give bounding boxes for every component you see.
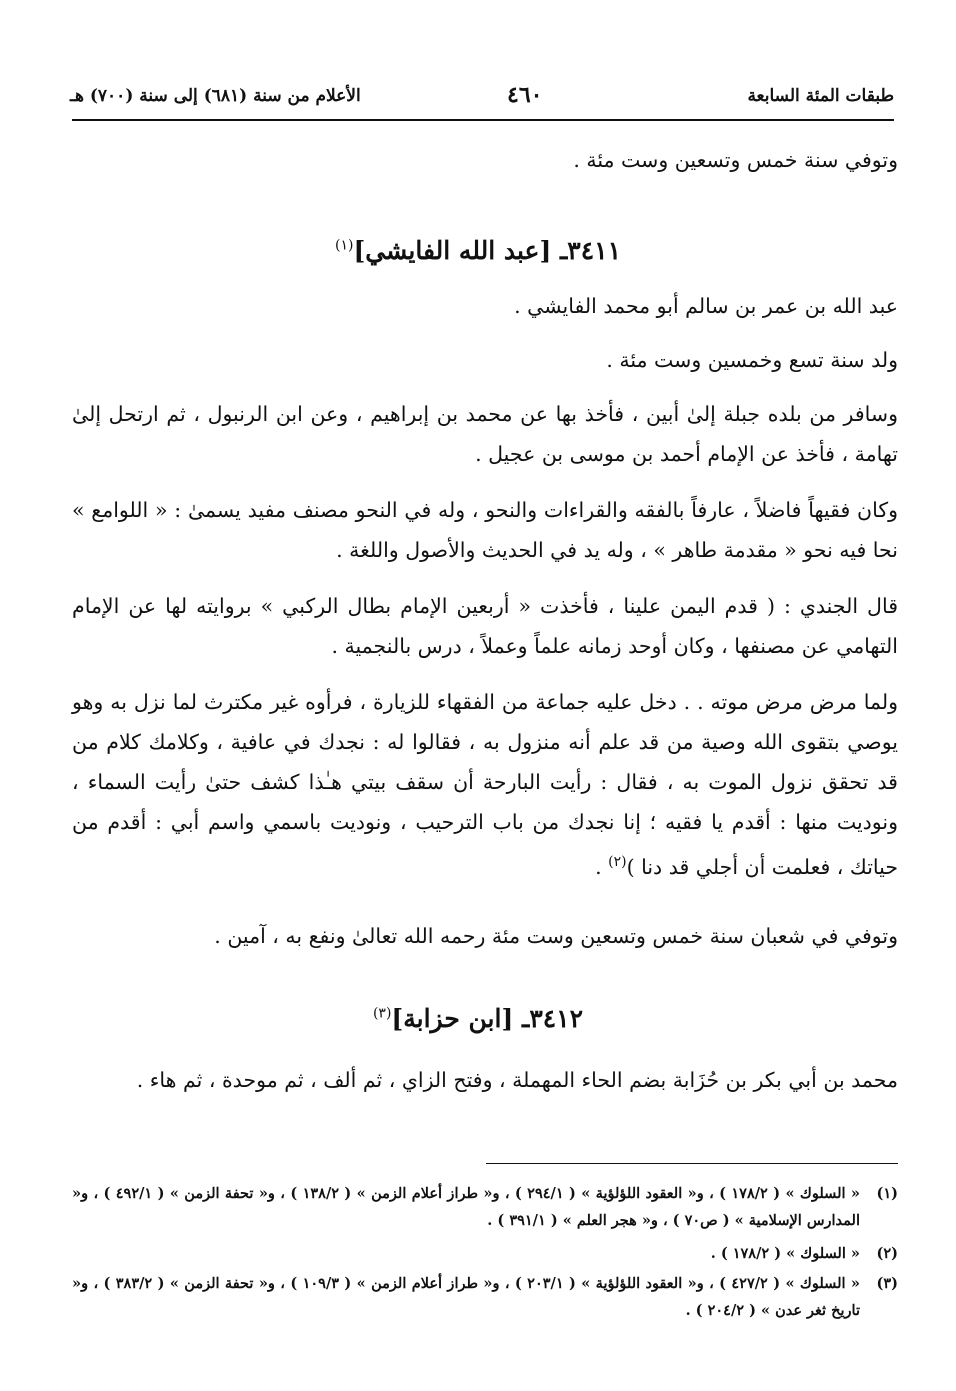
footnote-rule <box>486 1163 898 1164</box>
paragraph: وتوفي في شعبان سنة خمس وتسعين وست مئة رحمه الله تعالىٰ ونفع به ، آمين . <box>214 924 898 948</box>
footnote-text: « السلوك » ( ١٧٨/٢ ) ، و« العقود اللؤلؤية » ( ٢٩٤/١ ) ، و« طراز أعلام الزمن » ( ١٣٨/٢ ) ، و« تحفة الزمن » ( ٤٩٢/١ ) ، و« المدارس الإسلامية » ( ص٧٠ ) ، و« هجر العلم » ( ٣٩١/١ ) . <box>72 1185 860 1229</box>
header-section-title: طبقات المئة السابعة <box>747 86 894 106</box>
paragraph-text: ولما مرض مرض موته . . دخل عليه جماعة من الفقهاء للزيارة ، فرأوه غير مكترث لما نزل به وهو يوصي بتقوى الله وصية من قد علم أنه منزول به ، فقالوا له : نجدك في عافية ، وكلامك كلام من قد تحقق نزول الموت به ، فقال : رأيت البارحة أن سقف بيتي هـٰذا كشف حتىٰ رأيت السماء ، ونوديت منها : أقدم يا فقيه ؛ إنا نجدك من باب الترحيب ، ونوديت باسمي واسم أبي : أقدم من حياتك ، فعلمت أن أجلي قد دنا ) <box>72 690 898 879</box>
footnote-number: (٢) <box>876 1245 898 1262</box>
paragraph: وكان فقيهاً فاضلاً ، عارفاً بالفقه والقراءات والنحو ، وله في النحو مصنف مفيد يسمىٰ : « اللوامع » نحا فيه نحو « مقدمة طاهر » ، وله يد في الحديث والأصول واللغة . <box>72 498 898 562</box>
paragraph: ولد سنة تسع وخمسين وست مئة . <box>606 348 898 372</box>
footnote-text: « السلوك » ( ٤٢٧/٢ ) ، و« العقود اللؤلؤية » ( ٢٠٣/١ ) ، و« طراز أعلام الزمن » ( ١٠٩/٣ ) ، و« تحفة الزمن » ( ٣٨٣/٢ ) ، و« تاريخ ثغر عدن » ( ٢٠٤/٢ ) . <box>72 1275 860 1319</box>
entry-heading-3412 <box>0 1004 956 1033</box>
footnote-ref: (١) <box>334 237 354 254</box>
footnote-3 <box>72 1270 898 1324</box>
entry-heading-3411 <box>0 236 956 265</box>
paragraph-end: . <box>595 854 609 879</box>
footnote-text: « السلوك » ( ١٧٨/٢ ) . <box>710 1245 860 1262</box>
intro-line: وتوفي سنة خمس وتسعين وست مئة . <box>573 148 898 172</box>
page-number: ٤٦٠ <box>507 82 543 108</box>
footnote-ref: (٣) <box>372 1005 392 1022</box>
footnote-ref: (٢) <box>608 854 627 870</box>
entry-heading-text: ٣٤١٢ـ [ابن حزابة] <box>391 1004 584 1033</box>
header-year-range: الأعلام من سنة (٦٨١) إلى سنة (٧٠٠) هـ <box>70 86 361 106</box>
paragraph <box>72 682 898 887</box>
paragraph: قال الجندي : ( قدم اليمن علينا ، فأخذت « أربعين الإمام بطال الركبي » بروايته لها عن الإمام التهامي عن مصنفها ، وكان أوحد زمانه علماً وعملاً ، درس بالنجمية . <box>72 594 898 658</box>
footnote-number: (٣) <box>876 1275 898 1292</box>
footnote-number: (١) <box>876 1185 898 1202</box>
entry-heading-text: ٣٤١١ـ [عبد الله الفايشي] <box>353 236 622 265</box>
paragraph: محمد بن أبي بكر بن حُزَابة بضم الحاء المهملة ، وفتح الزاي ، ثم ألف ، ثم موحدة ، ثم هاء . <box>136 1068 898 1092</box>
footnote-1 <box>72 1180 898 1234</box>
running-header <box>70 84 894 114</box>
paragraph: عبد الله بن عمر بن سالم أبو محمد الفايشي . <box>514 294 898 318</box>
footnote-2 <box>72 1240 898 1267</box>
header-rule <box>72 119 894 121</box>
paragraph: وسافر من بلده جبلة إلىٰ أبين ، فأخذ بها عن محمد بن إبراهيم ، وعن ابن الرنبول ، ثم ارتحل إلىٰ تهامة ، فأخذ عن الإمام أحمد بن موسى بن عجيل . <box>72 402 898 466</box>
